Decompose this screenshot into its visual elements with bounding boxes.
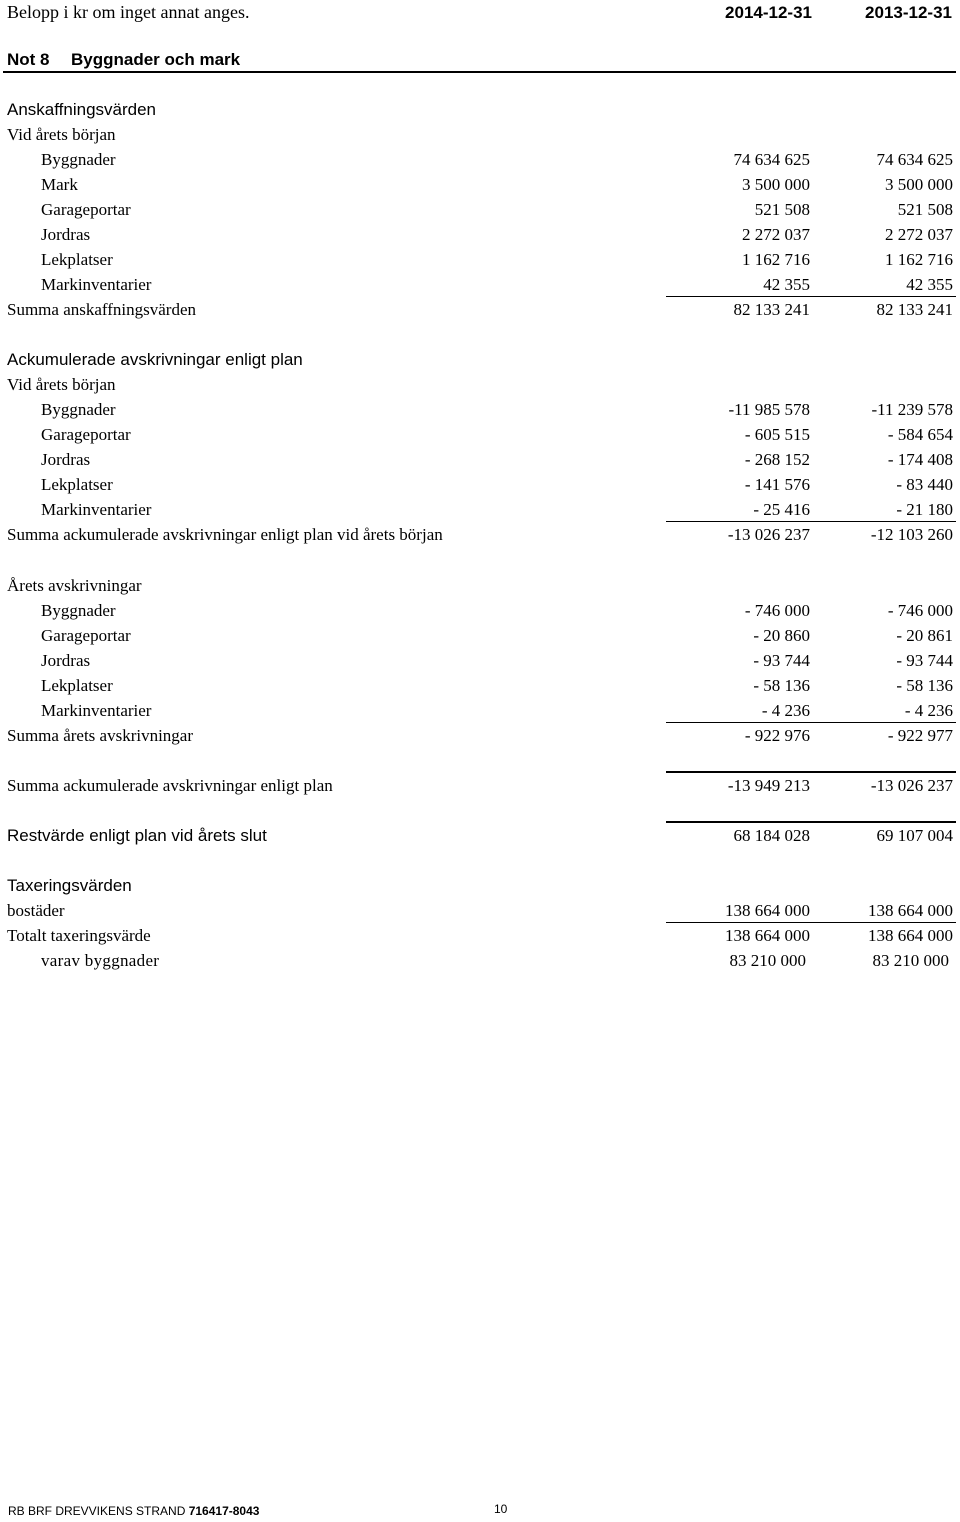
value-2014: 1 162 716 — [742, 250, 810, 269]
residual-row — [0, 823, 960, 848]
sum-value-2013: 82 133 241 — [876, 300, 953, 319]
value-2013: - 21 180 — [896, 500, 953, 519]
table-row — [0, 397, 960, 422]
note-number: Not 8 — [7, 50, 50, 69]
section-heading-row — [0, 573, 960, 598]
row-label: Garageportar — [41, 626, 131, 645]
acq-sub: Vid årets början — [7, 125, 116, 144]
tax-total-2014: 138 664 000 — [725, 926, 810, 945]
tax-total-2013: 138 664 000 — [868, 926, 953, 945]
table-row — [0, 447, 960, 472]
row-label: Markinventarier — [41, 500, 152, 519]
table-row — [0, 948, 960, 973]
section-heading-row — [0, 873, 960, 898]
value-2013: 2 272 037 — [885, 225, 953, 244]
sum-label: Summa ackumulerade avskrivningar enligt plan vid årets början — [7, 525, 443, 544]
table-row — [0, 222, 960, 247]
row-label: Garageportar — [41, 425, 131, 444]
note-title-rule — [3, 71, 956, 73]
row-label: bostäder — [7, 901, 65, 920]
row-label: Lekplatser — [41, 475, 113, 494]
value-2013: - 58 136 — [896, 676, 953, 695]
value-2014: 2 272 037 — [742, 225, 810, 244]
accdep-sub: Vid årets början — [7, 375, 116, 394]
value-2013: 74 634 625 — [876, 150, 953, 169]
footer-org — [8, 1500, 259, 1522]
value-2013: -11 239 578 — [871, 400, 953, 419]
value-2013: - 584 654 — [887, 425, 953, 444]
table-row — [0, 197, 960, 222]
column-header-2013: 2013-12-31 — [865, 3, 952, 22]
sum-value-2014: 82 133 241 — [733, 300, 810, 319]
row-label: Byggnader — [41, 601, 116, 620]
value-2014: 74 634 625 — [733, 150, 810, 169]
value-2013: - 83 440 — [896, 475, 953, 494]
table-row — [0, 648, 960, 673]
sum-value-2014: - 922 976 — [744, 726, 810, 745]
section-heading-row — [0, 347, 960, 372]
footer-org-name: RB BRF DREVVIKENS STRAND — [8, 1504, 189, 1518]
sum-label: Summa årets avskrivningar — [7, 726, 194, 745]
table-row — [0, 673, 960, 698]
row-label: Jordras — [41, 651, 91, 670]
column-header-2014: 2014-12-31 — [725, 3, 812, 22]
value-2014: - 58 136 — [753, 676, 810, 695]
total-row — [0, 773, 960, 798]
tax-heading: Taxeringsvärden — [7, 876, 132, 895]
value-2014: -11 985 578 — [728, 400, 810, 419]
table-row — [0, 422, 960, 447]
value-2014: - 141 576 — [744, 475, 810, 494]
row-label: Jordras — [41, 225, 91, 244]
value-2013: 1 162 716 — [885, 250, 953, 269]
table-row — [0, 623, 960, 648]
value-2013: 521 508 — [897, 200, 953, 219]
section-sub-row — [0, 122, 960, 147]
row-label: Lekplatser — [41, 250, 113, 269]
table-row — [0, 247, 960, 272]
value-2013: 42 355 — [906, 275, 953, 294]
note-title: Byggnader och mark — [71, 50, 241, 69]
row-label: Lekplatser — [41, 676, 113, 695]
table-row — [0, 172, 960, 197]
acq-heading: Anskaffningsvärden — [7, 100, 157, 119]
footer — [0, 1500, 960, 1522]
row-label: Markinventarier — [41, 275, 152, 294]
table-row — [0, 497, 960, 522]
value-2014: - 268 152 — [744, 450, 810, 469]
sum-label: Summa anskaffningsvärden — [7, 300, 197, 319]
value-2014: 42 355 — [763, 275, 810, 294]
value-2014: 138 664 000 — [725, 901, 810, 920]
value-2014: 521 508 — [754, 200, 810, 219]
sum-value-2013: -12 103 260 — [870, 525, 953, 544]
value-2014: - 746 000 — [744, 601, 810, 620]
sum-row — [0, 297, 960, 322]
page-number: 10 — [494, 1502, 508, 1516]
section-sub-row — [0, 372, 960, 397]
value-2013: - 20 861 — [896, 626, 953, 645]
section-heading-row — [0, 97, 960, 122]
value-2013: 3 500 000 — [885, 175, 953, 194]
total-dep-2013: -13 026 237 — [870, 776, 953, 795]
table-row — [0, 598, 960, 623]
sum-row — [0, 723, 960, 748]
value-2014: - 93 744 — [753, 651, 810, 670]
note-title-row — [0, 47, 960, 72]
value-2013: 138 664 000 — [868, 901, 953, 920]
table-row — [0, 898, 960, 923]
footer-org-number: 716417-8043 — [188, 1504, 260, 1518]
of-which-2013: 83 210 000 — [872, 951, 949, 970]
table-row — [0, 698, 960, 723]
sum-row — [0, 522, 960, 547]
residual-2014: 68 184 028 — [733, 826, 810, 845]
header-row — [0, 0, 960, 25]
value-2013: - 746 000 — [887, 601, 953, 620]
row-label: Mark — [41, 175, 78, 194]
yeardep-heading: Årets avskrivningar — [7, 576, 142, 595]
value-2013: - 174 408 — [887, 450, 953, 469]
row-label: Garageportar — [41, 200, 131, 219]
table-row — [0, 147, 960, 172]
row-label: Markinventarier — [41, 701, 152, 720]
table-row — [0, 472, 960, 497]
tax-total-label: Totalt taxeringsvärde — [7, 926, 151, 945]
residual-label: Restvärde enligt plan vid årets slut — [7, 826, 267, 845]
value-2014: - 25 416 — [753, 500, 810, 519]
total-dep-2014: -13 949 213 — [727, 776, 810, 795]
value-2014: 3 500 000 — [742, 175, 810, 194]
sum-value-2014: -13 026 237 — [727, 525, 810, 544]
sum-value-2013: - 922 977 — [887, 726, 953, 745]
currency-caption: Belopp i kr om inget annat anges. — [7, 2, 250, 22]
row-label: Byggnader — [41, 150, 116, 169]
total-dep-label: Summa ackumulerade avskrivningar enligt plan — [7, 776, 333, 795]
of-which-2014: 83 210 000 — [729, 951, 806, 970]
value-2014: - 605 515 — [744, 425, 810, 444]
table-row — [0, 272, 960, 297]
row-label: Jordras — [41, 450, 91, 469]
row-label: Byggnader — [41, 400, 116, 419]
value-2013: - 93 744 — [896, 651, 953, 670]
value-2013: - 4 236 — [904, 701, 953, 720]
of-which-label: varav byggnader — [41, 951, 160, 970]
value-2014: - 20 860 — [753, 626, 810, 645]
value-2014: - 4 236 — [761, 701, 810, 720]
residual-2013: 69 107 004 — [876, 826, 953, 845]
sum-row — [0, 923, 960, 948]
accdep-heading: Ackumulerade avskrivningar enligt plan — [7, 350, 303, 369]
